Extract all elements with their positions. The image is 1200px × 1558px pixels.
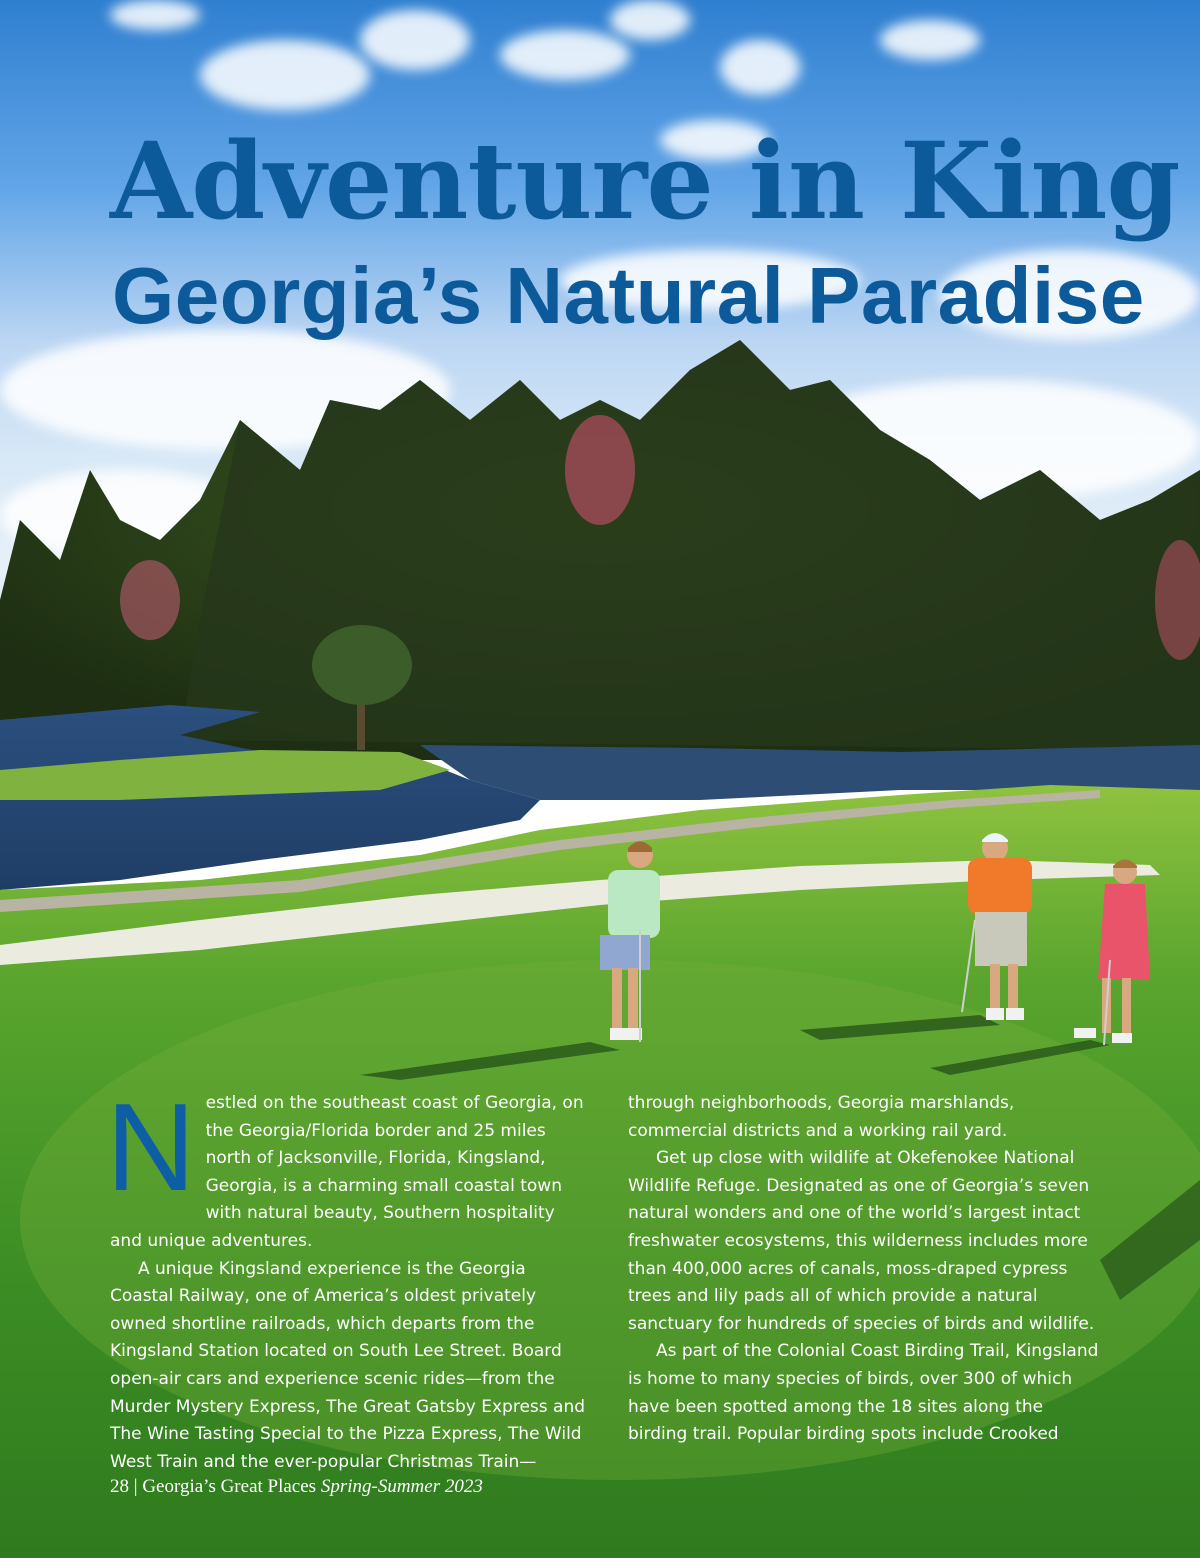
paragraph-1-text: estled on the southeast coast of Georgia, on the Georgia/Florida border and 25 miles north of Jacksonville, Florida, Kingsland, Georgia, is a charming small coastal town with natural beauty, Southern hospitality and unique adventures. (110, 1093, 584, 1251)
paragraph-2: A unique Kingsland experience is the Georgia Coastal Railway, one of America’s oldest privately owned shortline railroads, which departs from the Kingsland Station located on South Lee Street. Board open-air cars and experience scenic rides—from the Murder Mystery Express, The Great Gatsby Express and The Wine Tasting Special to the Pizza Express, The Wild West Train and the ever-popular Christmas Train— (110, 1258, 586, 1472)
page-title: Adventure in King (110, 118, 1180, 243)
page-subtitle: Georgia’s Natural Paradise (112, 251, 1145, 340)
issue-label: Spring-Summer 2023 (320, 1476, 483, 1497)
footer-separator: | (133, 1476, 138, 1497)
page-number: 28 (110, 1476, 129, 1497)
page-footer (110, 1476, 483, 1498)
paragraph-5: As part of the Colonial Coast Birding Trail, Kingsland is home to many species of birds, over 300 of which have been spotted among the 18 sites along the birding trail. Popular birding spots include Crooked (628, 1341, 1099, 1445)
paragraph-3: through neighborhoods, Georgia marshlands, commercial districts and a working rail yard. (628, 1093, 1015, 1141)
article-column-2 (628, 1090, 1100, 1449)
paragraph-4: Get up close with wildlife at Okefenokee National Wildlife Refuge. Designated as one of Georgia’s seven natural wonders and one of the world’s largest intact freshwater ecosystems, this wilderness includes more than 400,000 acres of canals, moss-draped cypress trees and lily pads all of which provide a natural sanctuary for hundreds of species of birds and wildlife. (628, 1148, 1095, 1334)
article-column-1 (106, 1079, 592, 1476)
publication-name: Georgia’s Great Places (142, 1476, 317, 1497)
drop-cap: N (106, 1079, 196, 1217)
paragraph-1 (106, 1079, 592, 1256)
